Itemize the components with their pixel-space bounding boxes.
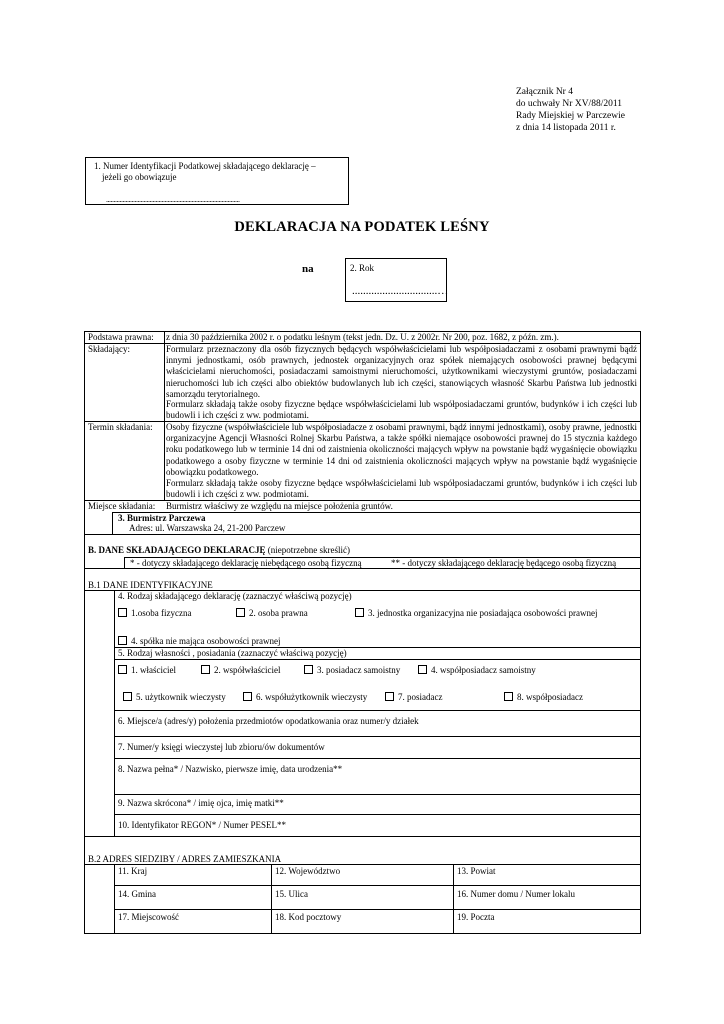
checkbox-icon[interactable]: [355, 608, 364, 617]
annex-line-3: Rady Miejskiej w Parczewie: [516, 111, 625, 121]
miejsce-text: Burmistrz właściwy ze względu na miejsce położenia gruntów.: [166, 501, 393, 511]
address-field-miejscowosc[interactable]: 17. Miejscowość: [118, 912, 179, 922]
checkbox-icon[interactable]: [236, 608, 245, 617]
annex-line-1: Załącznik Nr 4: [516, 87, 573, 97]
section-b-note-1: * - dotyczy składającego deklarację niebędącego osobą fizyczną: [130, 558, 362, 568]
address-field-wojewodztwo[interactable]: 12. Województwo: [275, 866, 341, 876]
section-b-heading: [88, 545, 350, 556]
divider: [114, 814, 640, 815]
skladajacy-text-2: Formularz składają także osoby fizyczne będące współwłaścicielami lub współposiadaczami gruntów, budynków i ich części lub budowli i ich części z ww. podmiotami.: [166, 399, 637, 421]
option-wspolposiadacz[interactable]: 8. współposiadacz: [504, 692, 583, 703]
address-field-numer-domu[interactable]: 16. Numer domu / Numer lokalu: [457, 889, 575, 899]
address-field-kraj[interactable]: 11. Kraj: [118, 866, 148, 876]
checkbox-icon[interactable]: [243, 692, 252, 701]
section-b-title: B. DANE SKŁADAJĄCEGO DEKLARACJĘ: [88, 545, 266, 555]
option-osoba-fizyczna[interactable]: 1.osoba fizyczna: [118, 608, 191, 619]
organ-name: 3. Burmistrz Parczewa: [118, 513, 206, 523]
field-6-label[interactable]: 6. Miejsce/a (adres/y) położenia przedmiotów opodatkowania oraz numer/y działek: [118, 716, 419, 726]
termin-text-2: Formularz składają także osoby fizyczne będące współwłaścicielami lub współposiadaczami gruntów, budynków i ich części lub budowli i ich części z ww. podmiotami.: [166, 478, 637, 500]
address-field-kod-pocztowy[interactable]: 18. Kod pocztowy: [275, 912, 342, 922]
termin-text: Osoby fizyczne (współwłaściciele lub współposiadacze z osobami prawnymi, bądź innymi jednostkami), osoby prawne, jednostki organizacyjne Agencji Własności Rolnej Skarbu Państwa, a także spółki niemające osobowości prawnej do 15 stycznia każdego roku podatkowego lub w terminie 14 dni od zaistnienia okoliczności mających wpływ na powstanie bądź wygaśnięcie obowiązku podatkowego a osoby fizyczne w terminie 14 dni od zaistnienia okoliczności mających wpływ na powstanie bądź wygaśnięcie obowiązku podatkowego.: [166, 422, 637, 477]
option-wspolwlasciciel[interactable]: 2. współwłaściciel: [201, 665, 281, 676]
field-10-label[interactable]: 10. Identyfikator REGON* / Numer PESEL**: [118, 820, 286, 830]
divider: [114, 909, 640, 910]
label-column-divider: [164, 332, 165, 500]
divider: [271, 864, 272, 933]
option-spolka[interactable]: 4. spółka nie mająca osobowości prawnej: [118, 636, 280, 647]
page-title: DEKLARACJA NA PODATEK LEŚNY: [234, 219, 490, 235]
termin-label: Termin składania:: [88, 422, 153, 432]
checkbox-icon[interactable]: [118, 636, 127, 645]
option-posiadacz-samoistny[interactable]: 3. posiadacz samoistny: [304, 665, 400, 676]
podstawa-label: Podstawa prawna:: [88, 332, 154, 342]
option-wlasciciel[interactable]: 1. właściciel: [118, 665, 176, 676]
option-osoba-prawna[interactable]: 2. osoba prawna: [236, 608, 308, 619]
address-field-gmina[interactable]: 14. Gmina: [118, 889, 156, 899]
annex-header: [516, 86, 625, 134]
option-uzytkownik-wieczysty[interactable]: 5. użytkownik wieczysty: [123, 692, 226, 703]
divider: [114, 758, 640, 759]
year-dots: ...............................…: [352, 285, 449, 297]
divider: [114, 736, 640, 737]
address-field-ulica[interactable]: 15. Ulica: [275, 889, 308, 899]
year-field[interactable]: [345, 258, 447, 302]
nip-label-1: 1. Numer Identyfikacji Podatkowej składającego deklarację –: [94, 161, 316, 171]
checkbox-icon[interactable]: [118, 665, 127, 674]
divider: [112, 512, 113, 534]
year-prefix: na: [302, 263, 314, 275]
checkbox-icon[interactable]: [504, 692, 513, 701]
divider: [85, 534, 640, 535]
divider: [114, 885, 640, 886]
field-9-label[interactable]: 9. Nazwa skrócona* / imię ojca, imię matki**: [118, 798, 284, 808]
checkbox-icon[interactable]: [118, 608, 127, 617]
skladajacy-text: Formularz przeznaczony dla osób fizycznych będących współwłaścicielami lub współposiadaczami z osobami prawnymi bądź innymi jednostkami, osób prawnych, jednostek organizacyjnych oraz spółek niemających osobowości prawnej będącymi właścicielami nieruchomości, posiadaczami samoistnymi nieruchomości, użytkownikami wieczystymi gruntów, posiadaczami nieruchomości lub ich części albo obiektów budowlanych lub ich części, stanowiących własność Skarbu Państwa lub jednostki samorządu terytorialnego.: [166, 344, 637, 399]
miejsce-label: Miejsce składania:: [88, 501, 156, 511]
organ-address: Adres: ul. Warszawska 24, 21-200 Parczew: [129, 523, 286, 533]
checkbox-icon[interactable]: [304, 665, 313, 674]
option-posiadacz[interactable]: 7. posiadacz: [385, 692, 442, 703]
divider: [85, 864, 640, 865]
annex-line-4: z dnia 14 listopada 2011 r.: [516, 123, 616, 133]
divider: [114, 659, 640, 660]
field-7-label[interactable]: 7. Numer/y księgi wieczystej lub zbioru/ów dokumentów: [118, 742, 325, 752]
divider: [85, 836, 640, 837]
declaration-form: [84, 331, 641, 934]
b2-title: B.2 ADRES SIEDZIBY / ADRES ZAMIESZKANIA: [88, 854, 282, 864]
nip-box[interactable]: [85, 157, 349, 205]
divider: [114, 794, 640, 795]
divider: [85, 568, 640, 569]
address-field-poczta[interactable]: 19. Poczta: [457, 912, 495, 922]
year-label: 2. Rok: [350, 263, 375, 273]
field-8-label[interactable]: 8. Nazwa pełna* / Nazwisko, pierwsze imię, data urodzenia**: [118, 764, 343, 774]
divider: [114, 864, 115, 933]
nip-label-2: jeżeli go obowiązuje: [102, 172, 177, 182]
divider: [453, 864, 454, 933]
skladajacy-label: Składający:: [88, 344, 130, 354]
checkbox-icon[interactable]: [418, 665, 427, 674]
checkbox-icon[interactable]: [123, 692, 132, 701]
address-field-powiat[interactable]: 13. Powiat: [457, 866, 496, 876]
nip-dots: .........................................................................................: [106, 195, 240, 204]
divider: [124, 557, 125, 568]
field-4-label: 4. Rodzaj składającego deklarację (zaznaczyć właściwą pozycję): [118, 591, 352, 601]
option-jednostka-organizacyjna[interactable]: 3. jednostka organizacyjna nie posiadająca osobowości prawnej: [355, 608, 598, 619]
b1-title: B.1 DANE IDENTYFIKACYJNE: [88, 580, 213, 590]
option-wspoluzytkownik-wieczysty[interactable]: 6. współużytkownik wieczysty: [243, 692, 367, 703]
section-b-note: (niepotrzebne skreślić): [267, 545, 350, 555]
option-wspolposiadacz-samoistny[interactable]: 4. współposiadacz samoistny: [418, 665, 536, 676]
checkbox-icon[interactable]: [385, 692, 394, 701]
podstawa-text: z dnia 30 października 2002 r. o podatku leśnym (tekst jedn. Dz. U. z 2002r. Nr 200, poz. 1682, z późn. zm.).: [166, 332, 559, 342]
section-b-note-2: ** - dotyczy składającego deklarację będącego osobą fizyczną: [391, 558, 617, 568]
b1-indent-divider: [114, 590, 115, 836]
divider: [114, 710, 640, 711]
field-5-label: 5. Rodzaj własności , posiadania (zaznaczyć właściwą pozycję): [118, 648, 347, 658]
checkbox-icon[interactable]: [201, 665, 210, 674]
annex-line-2: do uchwały Nr XV/88/2011: [516, 99, 622, 109]
